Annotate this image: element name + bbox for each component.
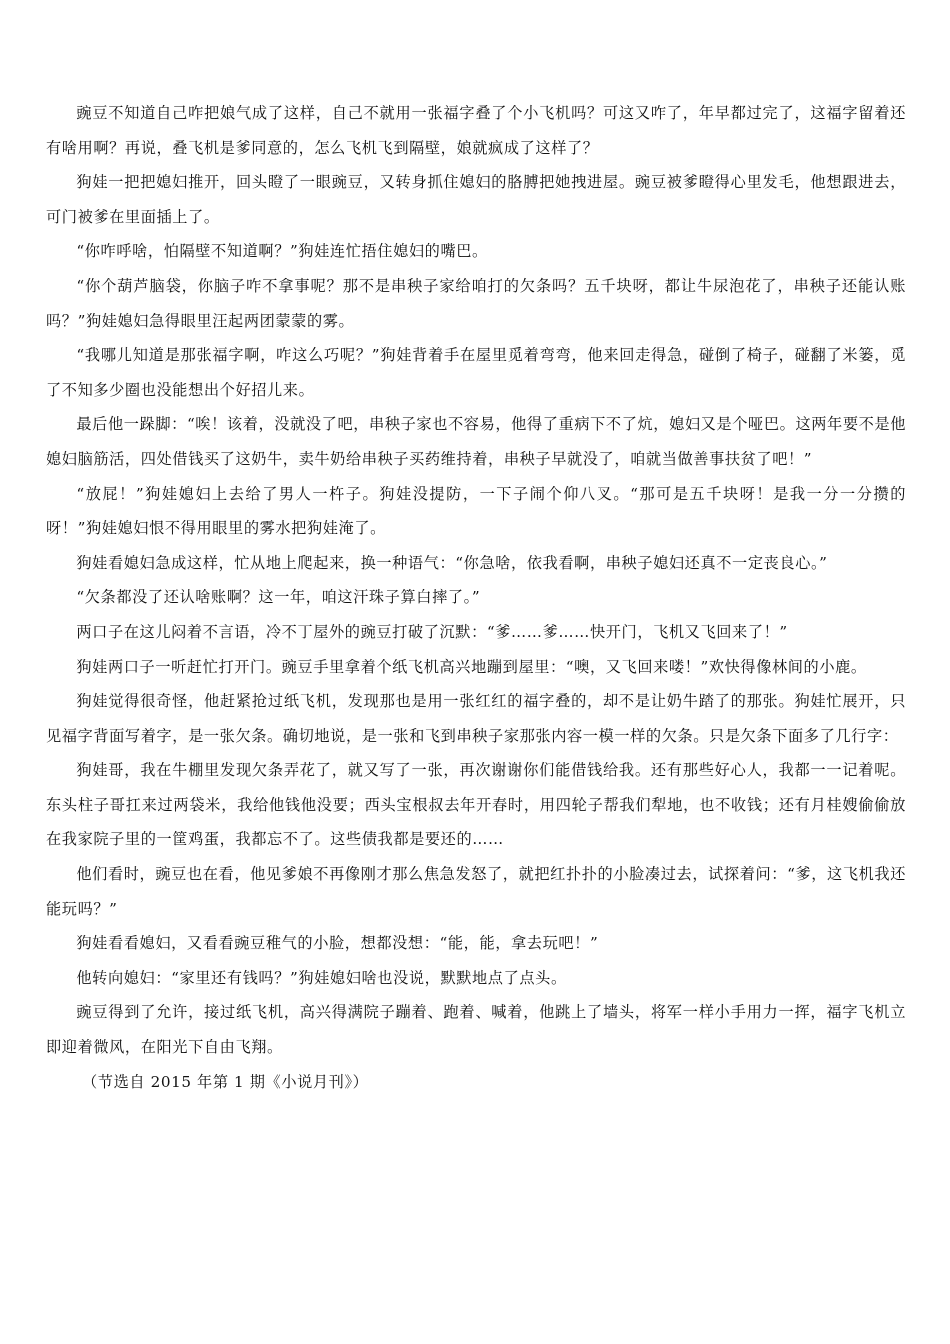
paragraph: 狗娃看媳妇急成这样，忙从地上爬起来，换一种语气：“你急啥，依我看啊，串秧子媳妇还真不一定丧良心。” <box>76 553 828 572</box>
paragraph: 豌豆得到了允许，接过纸飞机，高兴得满院子蹦着、跑着、喊着，他跳上了墙头，将军一样小手用力一挥，福字飞机立即迎着微风，在阳光下自由飞翔。 <box>46 1003 906 1057</box>
paragraph: 豌豆不知道自己咋把娘气成了这样，自己不就用一张福字叠了个小飞机吗？可这又咋了，年早都过完了，这福字留着还有啥用啊？再说，叠飞机是爹同意的，怎么飞机飞到隔壁，娘就疯成了这样了？ <box>46 104 906 157</box>
source-note: （节选自 2015 年第 1 期《小说月刊》） <box>82 1072 369 1091</box>
paragraph: 最后他一跺脚：“唉！该着，没就没了吧，串秧子家也不容易，他得了重病下不了炕，媳妇又是个哑巴。这两年要不是他媳妇脑筋活，四处借钱买了这奶牛，卖牛奶给串秧子买药维持着，串秧子早就没了，咱就当做善事扶贫了吧！” <box>46 415 906 468</box>
paragraph: 狗娃哥，我在牛棚里发现欠条弄花了，就又写了一张，再次谢谢你们能借钱给我。还有那些好心人，我都一一记着呢。东头柱子哥扛来过两袋米，我给他钱他没要；西头宝根叔去年开春时，用四轮子帮我们犁地，也不收钱；还有月桂嫂偷偷放在我家院子里的一筐鸡蛋，我都忘不了。这些债我都是要还的…… <box>46 761 906 849</box>
paragraph: 狗娃觉得很奇怪，他赶紧抢过纸飞机，发现那也是用一张红红的福字叠的，却不是让奶牛踏了的那张。狗娃忙展开，只见福字背面写着字，是一张欠条。确切地说，是一张和飞到串秧子家那张内容一模一样的欠条。只是欠条下面多了几行字： <box>46 692 906 745</box>
paragraph: “你个葫芦脑袋，你脑子咋不拿事呢？那不是串秧子家给咱打的欠条吗？五千块呀，都让牛尿泡花了，串秧子还能认账吗？”狗娃媳妇急得眼里汪起两团蒙蒙的雾。 <box>46 276 906 330</box>
paragraph: 狗娃一把把媳妇推开，回头瞪了一眼豌豆，又转身抓住媳妇的胳膊把她拽进屋。豌豆被爹瞪得心里发毛，他想跟进去，可门被爹在里面插上了。 <box>46 173 906 226</box>
article-body <box>46 96 906 1099</box>
paragraph: 狗娃两口子一听赶忙打开门。豌豆手里拿着个纸飞机高兴地蹦到屋里：“噢，又飞回来喽！”欢快得像林间的小鹿。 <box>76 657 867 676</box>
paragraph: “放屁！”狗娃媳妇上去给了男人一杵子。狗娃没提防，一下子闹个仰八叉。“那可是五千块呀！是我一分一分攒的呀！”狗娃媳妇恨不得用眼里的雾水把狗娃淹了。 <box>46 484 906 538</box>
paragraph: 他转向媳妇：“家里还有钱吗？”狗娃媳妇啥也没说，默默地点了点头。 <box>76 968 567 987</box>
paragraph: 两口子在这儿闷着不言语，冷不丁屋外的豌豆打破了沉默：“爹……爹……快开门，飞机又飞回来了！” <box>76 622 788 641</box>
paragraph: 他们看时，豌豆也在看，他见爹娘不再像刚才那么焦急发怒了，就把红扑扑的小脸凑过去，试探着问：“爹，这飞机我还能玩吗？” <box>46 865 906 918</box>
paragraph: 狗娃看看媳妇，又看看豌豆稚气的小脸，想都没想：“能，能，拿去玩吧！” <box>76 934 599 953</box>
paragraph: “我哪儿知道是那张福字啊，咋这么巧呢？”狗娃背着手在屋里觅着弯弯，他来回走得急，碰倒了椅子，碰翻了米篓，觅了不知多少圈也没能想出个好招儿来。 <box>46 346 906 399</box>
paragraph: “你咋呼啥，怕隔壁不知道啊？”狗娃连忙捂住媳妇的嘴巴。 <box>76 242 488 261</box>
paragraph: “欠条都没了还认啥账啊？这一年，咱这汗珠子算白摔了。” <box>76 588 481 607</box>
